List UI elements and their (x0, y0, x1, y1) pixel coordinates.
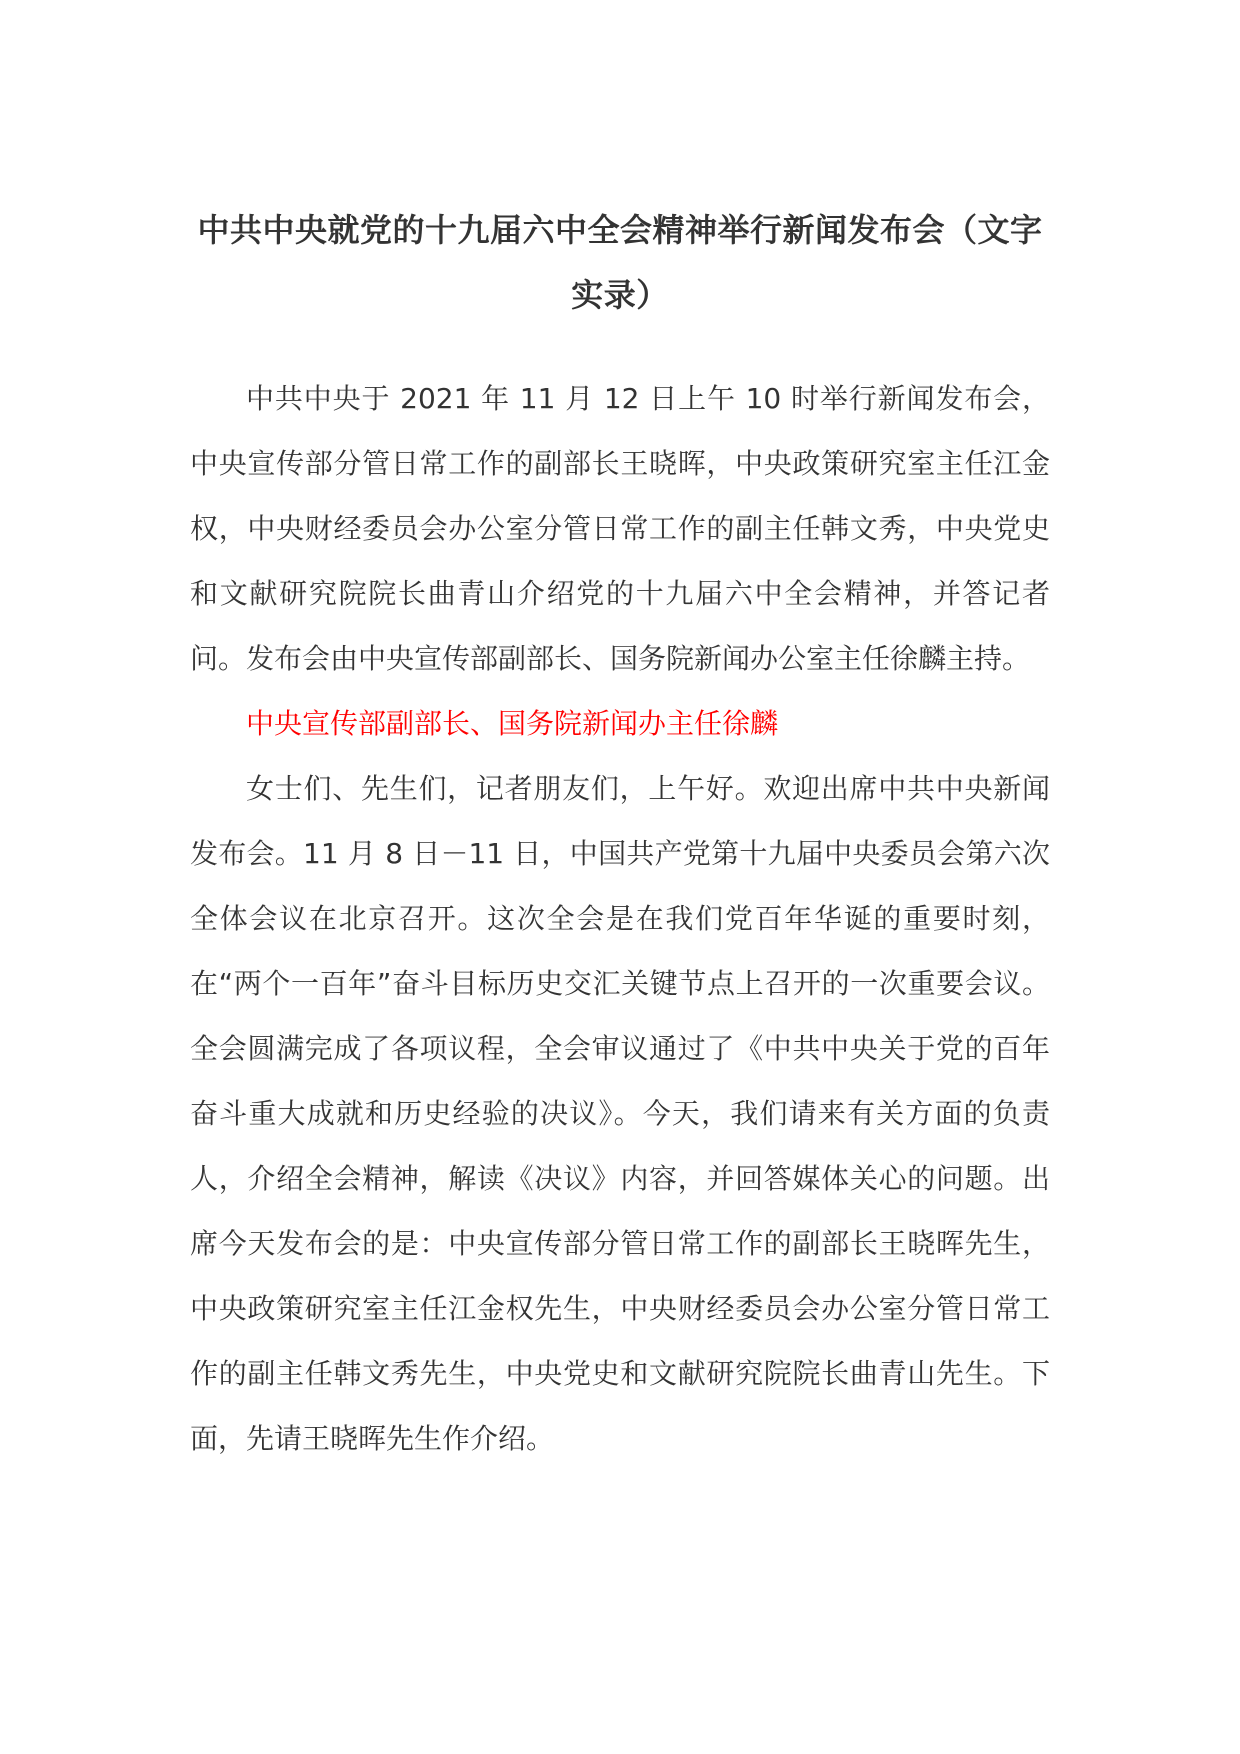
speaker-label: 中央宣传部副部长、国务院新闻办主任徐麟 (246, 707, 779, 740)
document-body (190, 366, 1050, 1471)
document-title: 中共中央就党的十九届六中全会精神举行新闻发布会（文字实录） (197, 211, 1043, 314)
intro-paragraph: 中共中央于 2021 年 11 月 12 日上午 10 时举行新闻发布会，中央宣传部分管日常工作的副部长王晓晖，中央政策研究室主任江金权，中央财经委员会办公室分管日常工作的副主任韩文秀，中央党史和文献研究院院长曲青山介绍党的十九届六中全会精神，并答记者问。发布会由中央宣传部副部长、国务院新闻办公室主任徐麟主持。 (190, 382, 1050, 675)
speech-paragraph: 女士们、先生们，记者朋友们，上午好。欢迎出席中共中央新闻发布会。11 月 8 日－11 日，中国共产党第十九届中央委员会第六次全体会议在北京召开。这次全会是在我们党百年华诞的重要时刻，在“两个一百年”奋斗目标历史交汇关键节点上召开的一次重要会议。全会圆满完成了各项议程，全会审议通过了《中共中央关于党的百年奋斗重大成就和历史经验的决议》。今天，我们请来有关方面的负责人，介绍全会精神，解读《决议》内容，并回答媒体关心的问题。出席今天发布会的是：中央宣传部分管日常工作的副部长王晓晖先生，中央政策研究室主任江金权先生，中央财经委员会办公室分管日常工作的副主任韩文秀先生，中央党史和文献研究院院长曲青山先生。下面，先请王晓晖先生作介绍。 (190, 772, 1050, 1455)
